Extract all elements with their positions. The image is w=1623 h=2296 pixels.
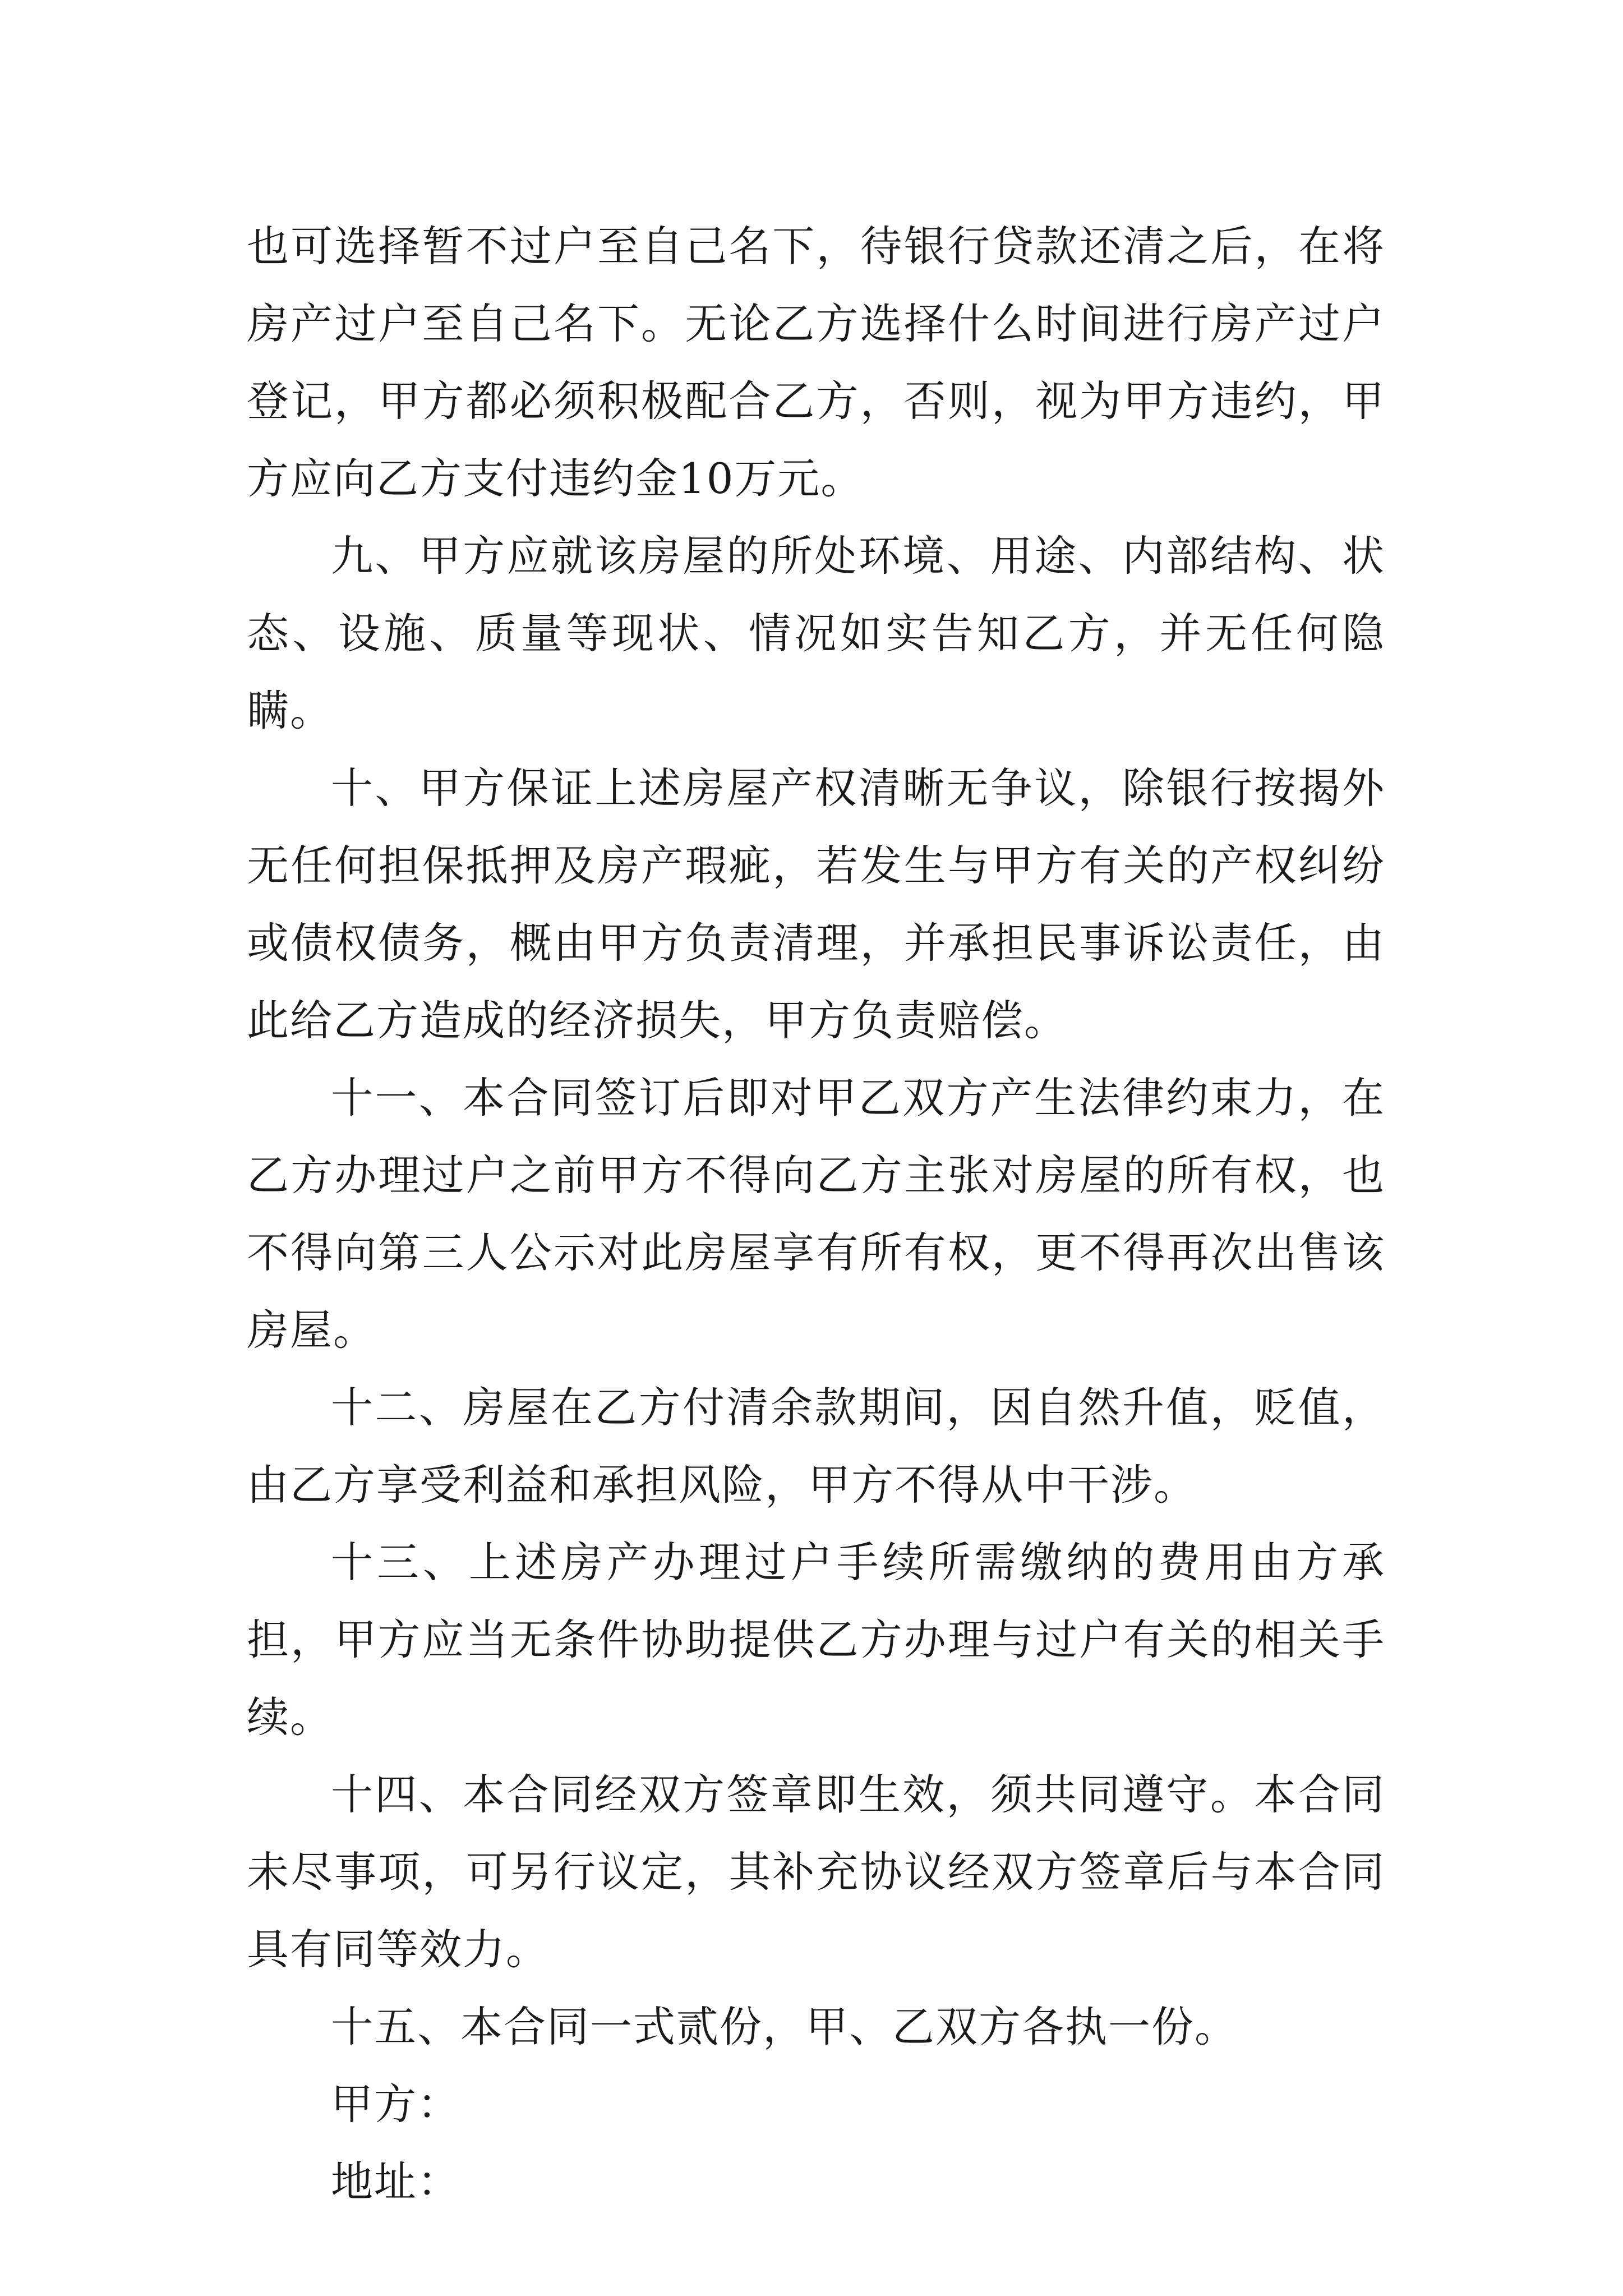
paragraph-continued: 也可选择暂不过户至自己名下，待银行贷款还清之后，在将房产过户至自己名下。无论乙方选择什么时间进行房产过户登记，甲方都必须积极配合乙方，否则，视为甲方违约，甲方应向乙方支付违约金10万元。 xyxy=(247,222,1385,503)
clause-13: 十三、上述房产办理过户手续所需缴纳的费用由方承担，甲方应当无条件协助提供乙方办理与过户有关的相关手续。 xyxy=(247,1538,1385,1742)
clause-14: 十四、本合同经双方签章即生效，须共同遵守。本合同未尽事项，可另行议定，其补充协议经双方签章后与本合同具有同等效力。 xyxy=(247,1770,1385,1974)
clause-10: 十、甲方保证上述房屋产权清晰无争议，除银行按揭外无任何担保抵押及房产瑕疵，若发生与甲方有关的产权纠纷或债权债务，概由甲方负责清理，并承担民事诉讼责任，由此给乙方造成的经济损失，甲方负责赔偿。 xyxy=(247,763,1385,1045)
clause-12: 十二、房屋在乙方付清余款期间，因自然升值，贬值，由乙方享受利益和承担风险，甲方不得从中干涉。 xyxy=(247,1383,1385,1510)
clause-15: 十五、本合同一式贰份，甲、乙双方各执一份。 xyxy=(331,2002,1238,2051)
signature-address: 地址： xyxy=(331,2157,461,2206)
clause-9: 九、甲方应就该房屋的所处环境、用途、内部结构、状态、设施、质量等现状、情况如实告知乙方，并无任何隐瞒。 xyxy=(247,531,1385,735)
clause-11: 十一、本合同签订后即对甲乙双方产生法律约束力，在乙方办理过户之前甲方不得向乙方主张对房屋的所有权，也不得向第三人公示对此房屋享有所有权，更不得再次出售该房屋。 xyxy=(247,1073,1385,1355)
signature-party-a: 甲方： xyxy=(331,2079,461,2129)
document-body xyxy=(247,208,1385,2220)
